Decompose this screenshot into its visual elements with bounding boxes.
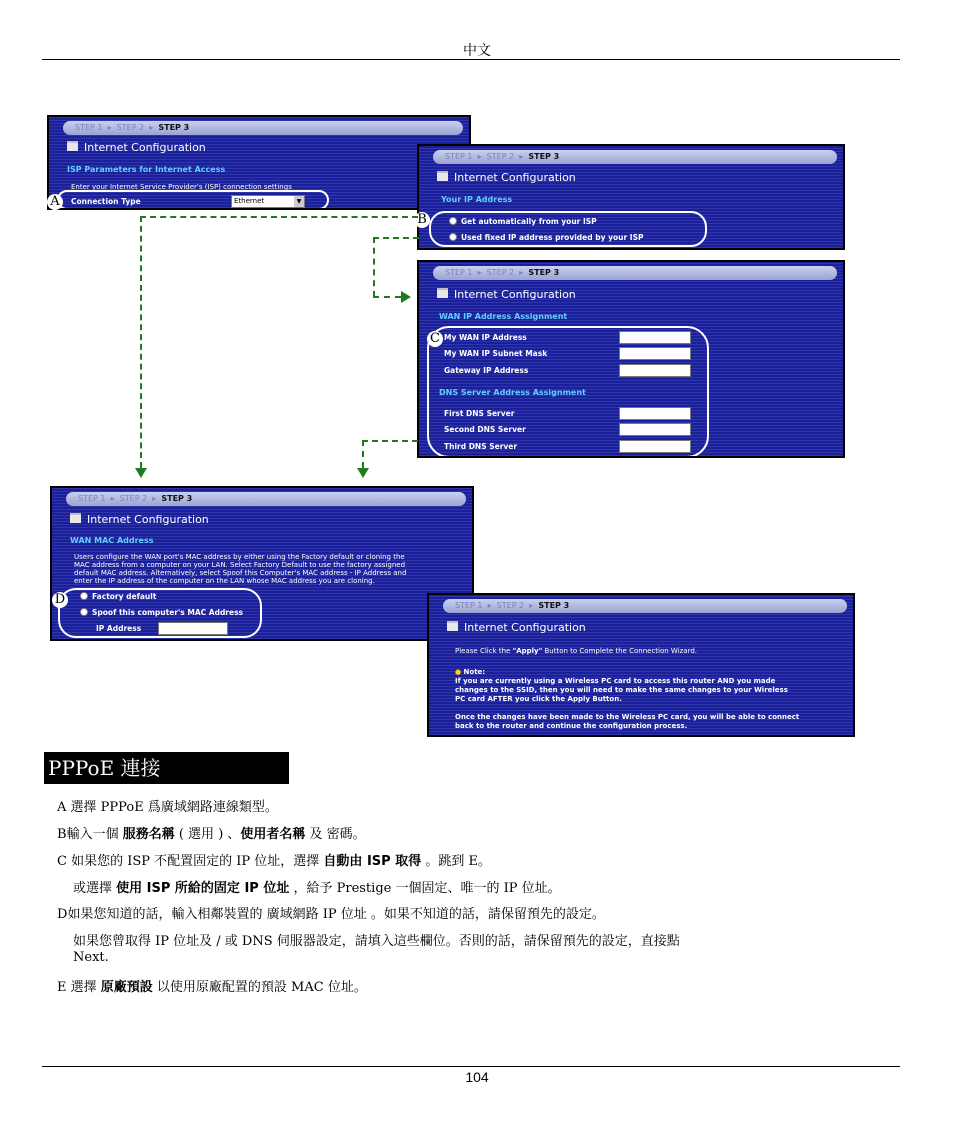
section-title: PPPoE 連接 (44, 752, 289, 784)
tag-a: A (47, 194, 63, 210)
instruction-d3: Next. (73, 950, 109, 965)
tag-c: C (427, 331, 443, 347)
panel-title: Internet Configuration (67, 141, 206, 154)
page-number: 104 (465, 1069, 489, 1085)
third-dns-label: Third DNS Server (444, 442, 518, 451)
note-line2: changes to the SSID, then you will need to make the same changes to your Wireless (455, 686, 788, 694)
option-fixed-ip[interactable]: Used fixed IP address provided by your ISP (449, 233, 643, 242)
instruction-e: E 選擇 原廠預設 以使用原廠配置的預設 MAC 位址。 (57, 980, 367, 995)
panel-subtitle: Your IP Address (441, 195, 513, 204)
highlight-oval-a (57, 190, 329, 210)
page-header-title: 中文 (463, 43, 491, 59)
panel-subtitle: WAN MAC Address (70, 536, 154, 545)
highlight-oval-d (58, 588, 262, 638)
folder-icon (70, 513, 81, 523)
option-get-automatically[interactable]: Get automatically from your ISP (449, 217, 597, 226)
wan-subnet-label: My WAN IP Subnet Mask (444, 349, 548, 358)
flow-line-d-left (362, 440, 364, 468)
panel-subtitle: WAN IP Address Assignment (439, 312, 568, 321)
flow-line-b-top (140, 216, 418, 218)
panel-description: Enter your Internet Service Provider's (ISP) connection settings (71, 183, 292, 191)
mac-desc-line4: enter the IP address of the computer on the LAN whose MAC address you are cloning. (74, 577, 375, 585)
instruction-c2: 或選擇 使用 ISP 所給的固定 IP 位址 ，給予 Prestige 一個固定、唯一的 IP 位址。 (73, 881, 561, 896)
tag-d: D (52, 592, 68, 608)
step-bar: STEP 1 ▸ STEP 2 ▸ STEP 3 (66, 492, 466, 506)
panel-apply-confirmation (427, 593, 855, 737)
option-factory-default[interactable]: Factory default (80, 592, 156, 601)
note-line3: PC card AFTER you click the Apply Button. (455, 695, 622, 703)
flow-line-c-bottom (373, 296, 401, 298)
footer-rule (42, 1066, 900, 1067)
final-line2: back to the router and continue the configuration process. (455, 722, 688, 730)
connection-type-label: Connection Type (71, 197, 141, 206)
folder-icon (437, 171, 448, 181)
panel-wan-ip-assignment (417, 260, 845, 458)
tag-b: B (414, 212, 430, 228)
connection-type-select[interactable]: Ethernet ▼ (231, 195, 305, 208)
dns-subtitle: DNS Server Address Assignment (439, 388, 586, 397)
chevron-down-icon: ▼ (294, 196, 304, 207)
flow-line-c-top (373, 237, 419, 239)
panel-subtitle: ISP Parameters for Internet Access (67, 165, 226, 174)
highlight-oval-c (427, 326, 709, 458)
step-bar: STEP 1 ▸ STEP 2 ▸ STEP 3 (443, 599, 847, 613)
note-line1: If you are currently using a Wireless PC card to access this router AND you made (455, 677, 776, 685)
second-dns-label: Second DNS Server (444, 425, 526, 434)
step-bar: STEP 1 ▸ STEP 2 ▸ STEP 3 (433, 150, 837, 164)
arrow-right-icon (401, 291, 411, 303)
panel-title: Internet Configuration (437, 171, 576, 184)
flow-line-b-left (140, 216, 142, 468)
option-spoof-mac[interactable]: Spoof this computer's MAC Address (80, 608, 243, 617)
note-bulb-icon: ● (455, 668, 462, 676)
panel-your-ip-address (417, 144, 845, 250)
mac-desc-line3: default MAC address. Alternatively, select Spoof this Computer's MAC address - IP Address and (74, 569, 407, 577)
final-line1: Once the changes have been made to the Wireless PC card, you will be able to connect (455, 713, 800, 721)
note-label: ● Note: (455, 668, 486, 676)
ip-address-label: IP Address (96, 624, 142, 633)
arrow-down-icon (135, 468, 147, 478)
flow-line-c-left (373, 237, 375, 297)
panel-title: Internet Configuration (70, 513, 209, 526)
step-bar: STEP 1 ▸ STEP 2 ▸ STEP 3 (63, 121, 463, 135)
panel-wan-mac-address (50, 486, 474, 641)
panel-isp-parameters (47, 115, 471, 210)
wan-ip-label: My WAN IP Address (444, 333, 527, 342)
first-dns-label: First DNS Server (444, 409, 515, 418)
mac-desc-line2: MAC address from a computer on your LAN. Select Factory Default to use the factory assigned (74, 561, 406, 569)
step-bar: STEP 1 ▸ STEP 2 ▸ STEP 3 (433, 266, 837, 280)
apply-instruction: Please Click the "Apply" Button to Complete the Connection Wizard. (455, 647, 698, 655)
panel-title: Internet Configuration (447, 621, 586, 634)
instruction-d: D如果您知道的話，輸入相鄰裝置的 廣域網路 IP 位址 。如果不知道的話，請保留預先的設定。 (57, 907, 605, 922)
flow-line-d-top (362, 440, 418, 442)
folder-icon (67, 141, 78, 151)
gateway-ip-label: Gateway IP Address (444, 366, 529, 375)
arrow-down-icon (357, 468, 369, 478)
highlight-oval-b (429, 211, 707, 247)
instruction-b: B輸入一個 服務名稱 ( 選用 ) 、使用者名稱 及 密碼。 (57, 827, 366, 842)
instruction-d2: 如果您曾取得 IP 位址及 / 或 DNS 伺服器設定，請填入這些欄位。否則的話，請保留預先的設定，直接點 (73, 934, 680, 949)
instruction-c: C 如果您的 ISP 不配置固定的 IP 位址，選擇 自動由 ISP 取得 。跳到 E。 (57, 854, 491, 869)
panel-title: Internet Configuration (437, 288, 576, 301)
mac-desc-line1: Users configure the WAN port's MAC address by either using the Factory default or cloning the (74, 553, 405, 561)
folder-icon (437, 288, 448, 298)
instruction-a: A 選擇 PPPoE 爲廣域網路連線類型。 (57, 800, 278, 815)
folder-icon (447, 621, 458, 631)
header-rule (42, 59, 900, 60)
